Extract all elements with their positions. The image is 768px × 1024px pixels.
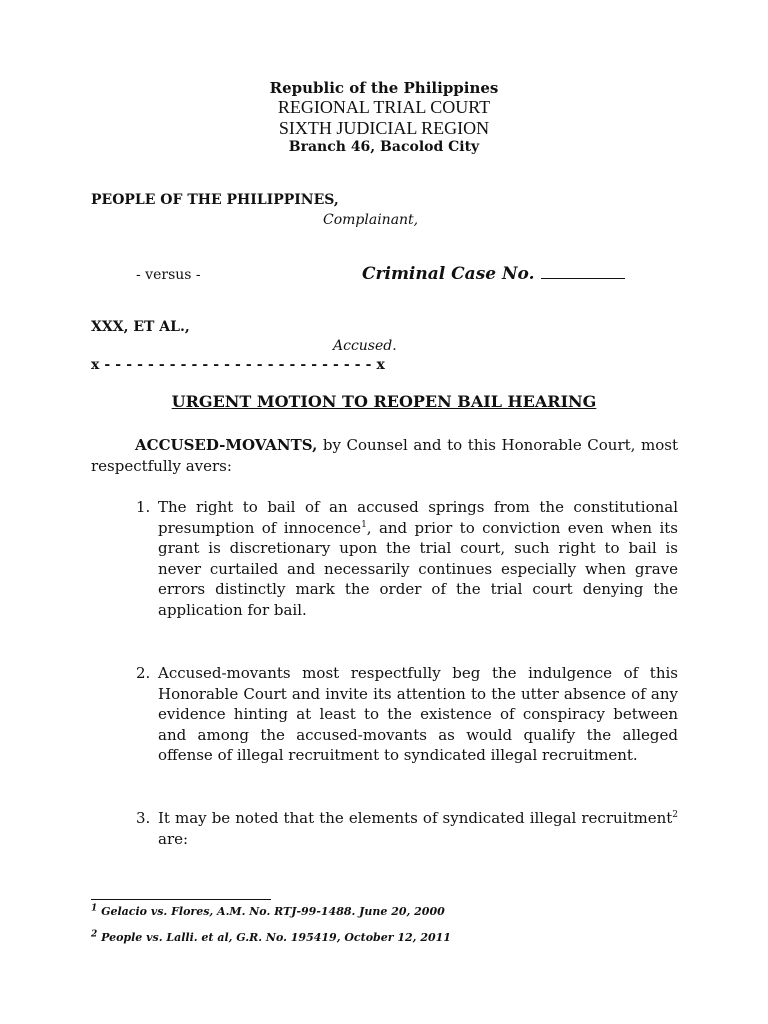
numbered-paragraph-1 bbox=[136, 497, 678, 620]
footnote-mark: 1 bbox=[91, 903, 98, 914]
numbered-paragraph-2 bbox=[136, 663, 678, 766]
paragraph-text bbox=[158, 808, 678, 849]
accused-name: XXX, ET AL., bbox=[91, 319, 190, 335]
paragraph-number: 1. bbox=[136, 498, 151, 516]
region-heading: SIXTH JUDICIAL REGION bbox=[278, 118, 490, 138]
paragraph-text-a: It may be noted that the elements of syndicated illegal recruitment bbox=[158, 809, 673, 827]
case-number-label bbox=[362, 264, 625, 284]
paragraph-text-a: The right to bail of an accused springs from the constitutional presumption of innocence bbox=[158, 498, 678, 537]
footnote-ref-2[interactable]: 2 bbox=[672, 810, 678, 820]
intro-lead: ACCUSED-MOVANTS, bbox=[135, 436, 318, 454]
footnote-text: People vs. Lalli. et al, G.R. No. 195419, October 12, 2011 bbox=[97, 931, 451, 944]
intro-rest: by Counsel and to this Honorable Court, most respectfully avers: bbox=[91, 436, 678, 475]
paragraph-text-a: Accused-movants most respectfully beg the indulgence of this Honorable Court and invite its attention to the utter absence of any evidence hinting at least to the existence of conspiracy between and among the accused-movants as would qualify the alleged offense of illegal recruitment to syndicated illegal recruitment. bbox=[158, 664, 678, 764]
versus-label: - versus - bbox=[136, 267, 201, 283]
intro-paragraph bbox=[91, 435, 678, 477]
paragraph-text-b: are: bbox=[158, 829, 189, 848]
branch-heading: Branch 46, Bacolod City bbox=[288, 139, 480, 155]
caption-separator: x - - - - - - - - - - - - - - - - - - - - - - - - - x bbox=[91, 357, 385, 373]
footnote-divider bbox=[91, 899, 271, 900]
republic-heading: Republic of the Philippines bbox=[269, 79, 499, 97]
numbered-paragraph-3 bbox=[136, 808, 678, 849]
case-number-text: Criminal Case No. bbox=[362, 264, 535, 284]
paragraph-text bbox=[158, 663, 678, 766]
paragraph-text bbox=[158, 497, 678, 620]
footnote-1 bbox=[91, 905, 445, 918]
footnote-ref-1[interactable]: 1 bbox=[361, 519, 367, 530]
accused-role: Accused. bbox=[333, 338, 397, 354]
motion-title-text: URGENT MOTION TO REOPEN BAIL HEARING bbox=[171, 392, 597, 411]
complainant-role: Complainant, bbox=[323, 212, 419, 228]
motion-title bbox=[0, 392, 768, 411]
paragraph-number: 2. bbox=[136, 664, 151, 682]
footnote-mark: 2 bbox=[91, 929, 98, 940]
paragraph-text-b: , and prior to conviction even when its grant is discretionary upon the trial court, such right to bail is never curtailed and necessarily continues especially when grave errors distinctly mark the order of the trial court denying the application for bail. bbox=[158, 518, 678, 619]
footnote-text: Gelacio vs. Flores, A.M. No. RTJ-99-1488. June 20, 2000 bbox=[97, 905, 445, 918]
footnote-2 bbox=[91, 931, 451, 944]
case-number-blank bbox=[541, 264, 625, 279]
court-heading: REGIONAL TRIAL COURT bbox=[277, 97, 491, 117]
complainant-name: PEOPLE OF THE PHILIPPINES, bbox=[91, 192, 339, 208]
paragraph-number: 3. bbox=[136, 809, 151, 827]
